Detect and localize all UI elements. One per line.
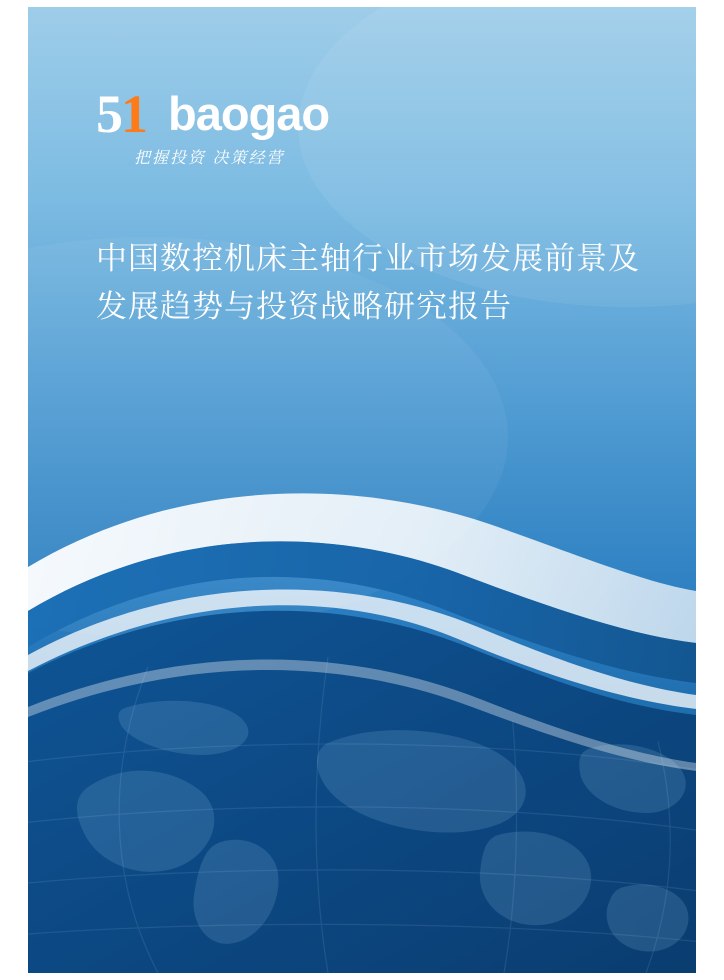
logo-mark-5: 5 (96, 84, 121, 144)
brand-logo (96, 84, 356, 177)
logo-mark-1: 1 (121, 84, 146, 144)
logo-slogan: 把握投资 决策经营 (134, 150, 285, 167)
logo-wordmark: baogao (168, 87, 330, 140)
report-title: 中国数控机床主轴行业市场发展前景及发展趋势与投资战略研究报告 (96, 241, 640, 324)
cover-artboard (28, 7, 696, 973)
logo-mark (96, 84, 146, 144)
